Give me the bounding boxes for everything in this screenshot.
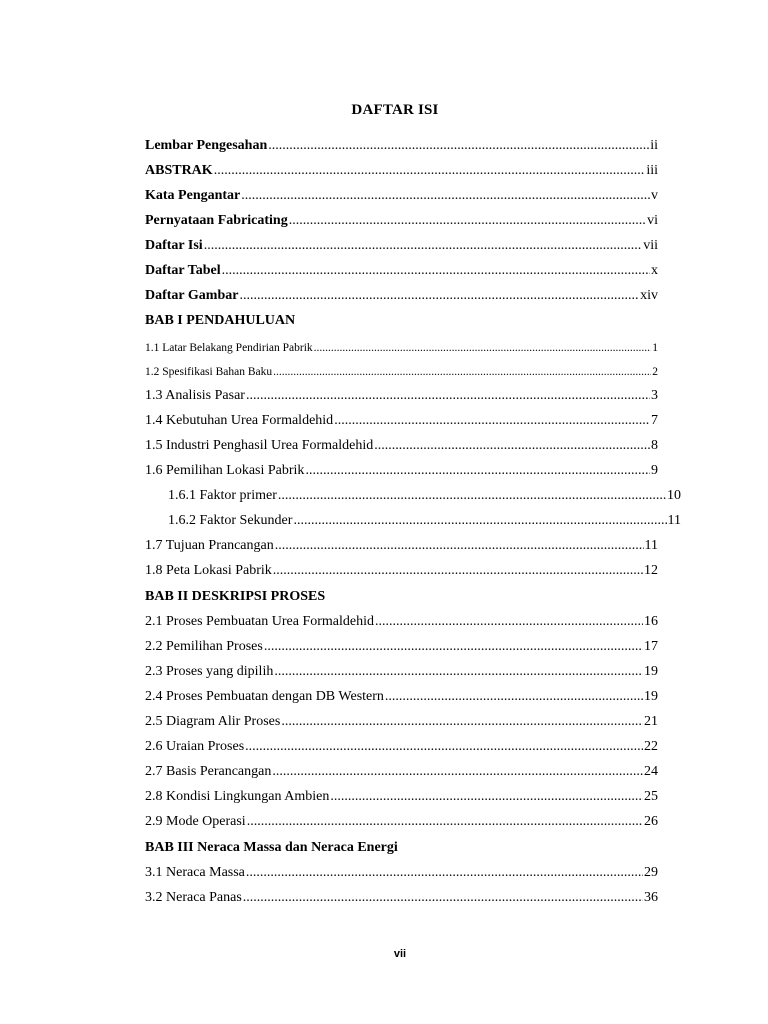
toc-entry-page: 10 (667, 488, 681, 503)
toc-entry-page: 25 (644, 789, 658, 804)
toc-entry-label: Lembar Pengesahan (145, 138, 268, 153)
toc-entry-label: ABSTRAK (145, 163, 213, 178)
dot-leader (243, 890, 643, 906)
toc-entry-label: 2.9 Mode Operasi (145, 814, 246, 829)
toc-entry-page: vii (643, 238, 658, 253)
toc-entry[interactable] (145, 563, 658, 579)
toc-entry[interactable] (145, 388, 658, 404)
toc-entry[interactable] (145, 890, 658, 906)
toc-entry[interactable] (145, 364, 658, 380)
toc-entry-page: iii (646, 163, 658, 178)
dot-leader (214, 163, 646, 179)
toc-entry-page: 11 (667, 513, 681, 528)
dot-leader (334, 413, 650, 429)
toc-entry[interactable] (145, 513, 681, 529)
toc-entry-page: 36 (644, 890, 658, 905)
page-number-footer: vii (393, 948, 407, 960)
toc-entry[interactable] (145, 340, 658, 356)
dot-leader (293, 513, 666, 529)
toc-entry[interactable] (145, 163, 658, 179)
toc-entry-page: 17 (644, 639, 658, 654)
toc-entry[interactable] (145, 714, 658, 730)
toc-entry[interactable] (145, 814, 658, 830)
toc-entry-label: 1.6.1 Faktor primer (168, 488, 277, 503)
toc-entry-page: 7 (651, 413, 658, 428)
toc-entry-page: v (651, 188, 658, 203)
toc-entry-label: 2.5 Diagram Alir Proses (145, 714, 281, 729)
toc-entry-label: 1.4 Kebutuhan Urea Formaldehid (145, 413, 334, 428)
toc-entry-label: 3.1 Neraca Massa (145, 865, 245, 880)
dot-leader (247, 814, 643, 830)
toc-entry-page: 11 (644, 538, 658, 553)
toc-chapter-heading[interactable] (145, 589, 658, 605)
toc-entry-label: Daftar Isi (145, 238, 203, 253)
dot-leader (274, 664, 643, 680)
toc-entry[interactable] (145, 188, 658, 204)
toc-entry-page: 3 (651, 388, 658, 403)
toc-entry[interactable] (145, 288, 658, 304)
dot-leader (245, 739, 643, 755)
toc-entry[interactable] (145, 488, 681, 504)
dot-leader (289, 213, 646, 229)
dot-leader (264, 639, 643, 655)
toc-entry[interactable] (145, 639, 658, 655)
dot-leader (268, 138, 649, 154)
toc-entry-page: 12 (644, 563, 658, 578)
toc-entry-label: 1.7 Tujuan Prancangan (145, 538, 274, 553)
toc-entry-page: 26 (644, 814, 658, 829)
toc-entry[interactable] (145, 238, 658, 254)
toc-entry-label: 1.5 Industri Penghasil Urea Formaldehid (145, 438, 374, 453)
toc-entry[interactable] (145, 764, 658, 780)
dot-leader (239, 288, 639, 304)
toc-entry-page: 24 (644, 764, 658, 779)
toc-entry-label: 1.1 Latar Belakang Pendirian Pabrik (145, 342, 313, 354)
dot-leader (374, 438, 650, 454)
toc-entry-label: Kata Pengantar (145, 188, 241, 203)
toc-entry-label: Daftar Tabel (145, 263, 221, 278)
dot-leader (246, 388, 650, 404)
toc-entry[interactable] (145, 538, 658, 554)
toc-entry[interactable] (145, 789, 658, 805)
toc-chapter-heading[interactable] (145, 840, 658, 856)
toc-entry-label: 2.3 Proses yang dipilih (145, 664, 274, 679)
dot-leader (204, 238, 643, 254)
toc-chapter-heading[interactable] (145, 313, 658, 329)
toc-entry-label: 2.2 Pemilihan Proses (145, 639, 263, 654)
toc-entry-page: x (651, 263, 658, 278)
toc-entry-label: 1.3 Analisis Pasar (145, 388, 245, 403)
toc-entry-label: 1.2 Spesifikasi Bahan Baku (145, 366, 273, 378)
toc-entry-label: 1.6 Pemilihan Lokasi Pabrik (145, 463, 305, 478)
toc-entry-page: 19 (644, 689, 658, 704)
toc-entry-page: vi (647, 213, 658, 228)
dot-leader (330, 789, 643, 805)
toc-entry-page: 29 (644, 865, 658, 880)
dot-leader (273, 563, 643, 579)
toc-entry-page: 9 (651, 463, 658, 478)
toc-entry-label: 1.6.2 Faktor Sekunder (168, 513, 293, 528)
toc-entry[interactable] (145, 614, 658, 630)
toc-entry[interactable] (145, 263, 658, 279)
page-title: DAFTAR ISI (351, 102, 439, 118)
dot-leader (273, 364, 651, 380)
toc-entry-page: 1 (652, 342, 658, 354)
toc-entry-page: 21 (644, 714, 658, 729)
toc-entry-label: 2.8 Kondisi Lingkungan Ambien (145, 789, 330, 804)
toc-entry-label: 1.8 Peta Lokasi Pabrik (145, 563, 272, 578)
toc-entry[interactable] (145, 138, 658, 154)
toc-entry-label: 3.2 Neraca Panas (145, 890, 242, 905)
toc-entry[interactable] (145, 213, 658, 229)
dot-leader (272, 764, 643, 780)
dot-leader (275, 538, 644, 554)
toc-entry-label: 2.1 Proses Pembuatan Urea Formaldehid (145, 614, 375, 629)
toc-entry-page: 2 (652, 366, 658, 378)
dot-leader (281, 714, 643, 730)
toc-entry[interactable] (145, 689, 658, 705)
dot-leader (222, 263, 650, 279)
dot-leader (314, 340, 652, 356)
toc-entry-label: BAB I PENDAHULUAN (145, 313, 296, 328)
toc-entry[interactable] (145, 865, 658, 881)
dot-leader (241, 188, 650, 204)
dot-leader (305, 463, 650, 479)
dot-leader (278, 488, 666, 504)
toc-entry-page: xiv (640, 288, 658, 303)
toc-entry-label: 2.6 Uraian Proses (145, 739, 245, 754)
toc-entry-label: BAB III Neraca Massa dan Neraca Energi (145, 840, 398, 855)
toc-entry-page: 8 (651, 438, 658, 453)
toc-entry[interactable] (145, 438, 658, 454)
toc-entry-label: Pernyataan Fabricating (145, 213, 288, 228)
toc-entry-page: ii (650, 138, 658, 153)
toc-entry[interactable] (145, 664, 658, 680)
toc-entry-label: Daftar Gambar (145, 288, 239, 303)
dot-leader (385, 689, 643, 705)
toc-entry[interactable] (145, 739, 658, 755)
toc-entry-label: BAB II DESKRIPSI PROSES (145, 589, 326, 604)
toc-entry-label: 2.7 Basis Perancangan (145, 764, 272, 779)
dot-leader (246, 865, 643, 881)
toc-entry-page: 16 (644, 614, 658, 629)
toc-entry-label: 2.4 Proses Pembuatan dengan DB Western (145, 689, 384, 704)
dot-leader (375, 614, 643, 630)
toc-entry[interactable] (145, 463, 658, 479)
toc-entry-page: 19 (644, 664, 658, 679)
toc-entry[interactable] (145, 413, 658, 429)
toc-entry-page: 22 (644, 739, 658, 754)
